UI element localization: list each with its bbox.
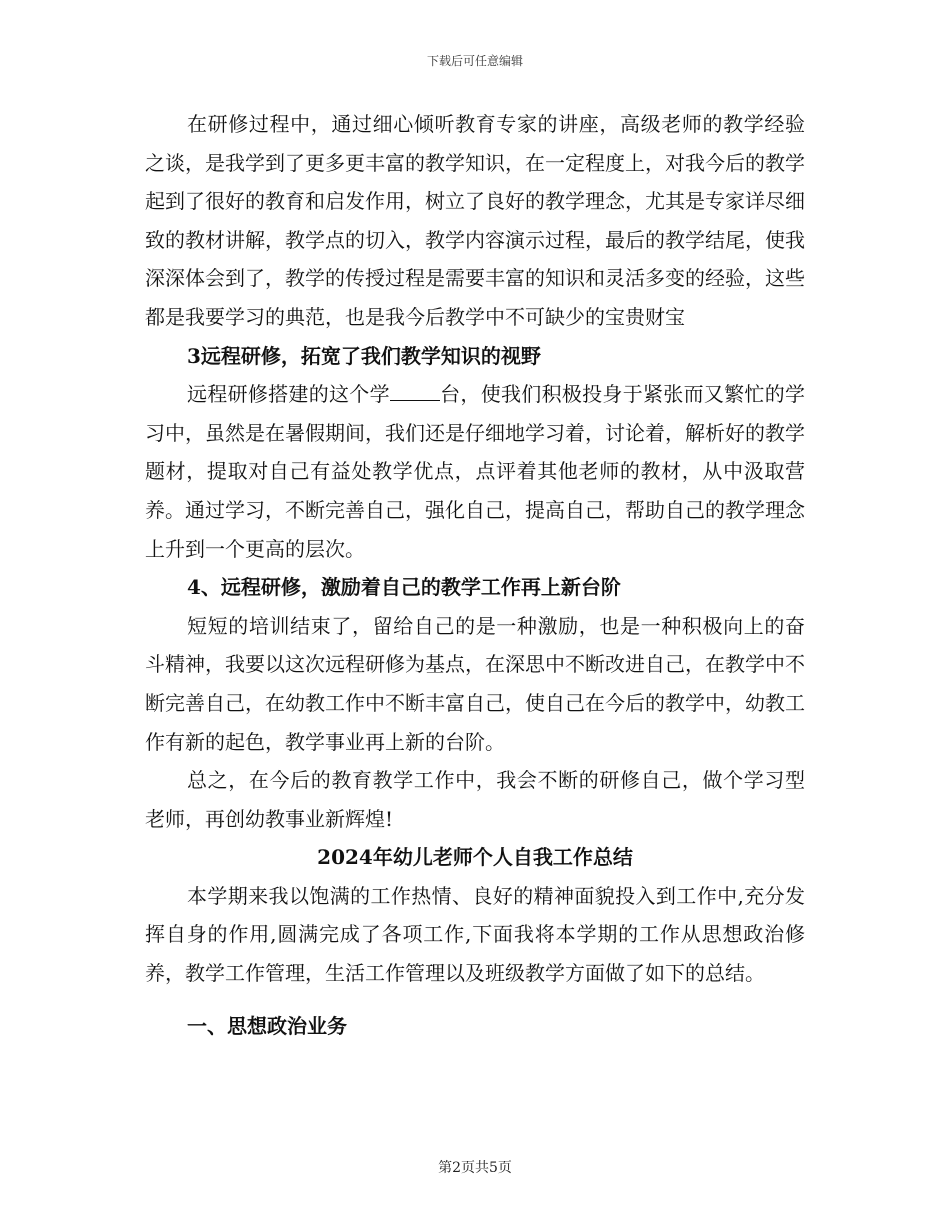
heading-remote-study-broaden: 3远程研修，拓宽了我们教学知识的视野 (187, 343, 541, 368)
document-title: 2024年幼儿老师个人自我工作总结 (317, 845, 633, 870)
page-number-footer: 第2页共5页 (438, 1160, 512, 1176)
blank-underline (390, 384, 440, 401)
paragraph-remote-platform-rest: 台，使我们积极投身于紧张而又繁忙的学习中，虽然是在暑假期间，我们还是仔细地学习着，讨论着，解析好的教学题材，提取对自己有益处教学优点，点评着其他老师的教材，从中汲取营养。通过学习，不断完善自己，强化自己，提高自己，帮助自己的教学理念上升到一个更高的层次。 (145, 382, 806, 561)
paragraph-research-process: 在研修过程中，通过细心倾听教育专家的讲座，高级老师的教学经验之谈，是我学到了更多更丰富的教学知识，在一定程度上，对我今后的教学起到了很好的教育和启发作用，树立了良好的教学理念，尤其是专家详尽细致的教材讲解，教学点的切入，教学内容演示过程，最后的教学结尾，使我深深体会到了，教学的传授过程是需要丰富的知识和灵活多变的经验，这些都是我要学习的典范，也是我今后教学中不可缺少的宝贵财宝 (145, 112, 805, 329)
paragraph-remote-platform (145, 375, 805, 568)
document-body (145, 105, 805, 1045)
page-header-note: 下载后可任意编辑 (426, 54, 523, 68)
paragraph-conclusion: 总之，在今后的教育教学工作中，我会不断的研修自己，做个学习型老师，再创幼教事业新辉煌! (145, 768, 805, 831)
paragraph-remote-platform-start: 远程研修搭建的这个学 (187, 382, 390, 407)
paragraph-training-end: 短短的培训结束了，留给自己的是一种激励，也是一种积极向上的奋斗精神，我要以这次远程研修为基点，在深思中不断改进自己，在教学中不断完善自己，在幼教工作中不断丰富自己，使自己在今后的教学中，幼教工作有新的起色，教学事业再上新的台阶。 (145, 613, 805, 754)
paragraph-semester-summary: 本学期来我以饱满的工作热情、良好的精神面貌投入到工作中,充分发挥自身的作用,圆满完成了各项工作,下面我将本学期的工作从思想政治修养，教学工作管理，生活工作管理以及班级教学方面做了如下的总结。 (145, 883, 805, 986)
heading-remote-study-motivate: 4、远程研修，激励着自己的教学工作再上新台阶 (187, 575, 621, 600)
heading-section-one: 一、思想政治业务 (187, 1013, 347, 1038)
